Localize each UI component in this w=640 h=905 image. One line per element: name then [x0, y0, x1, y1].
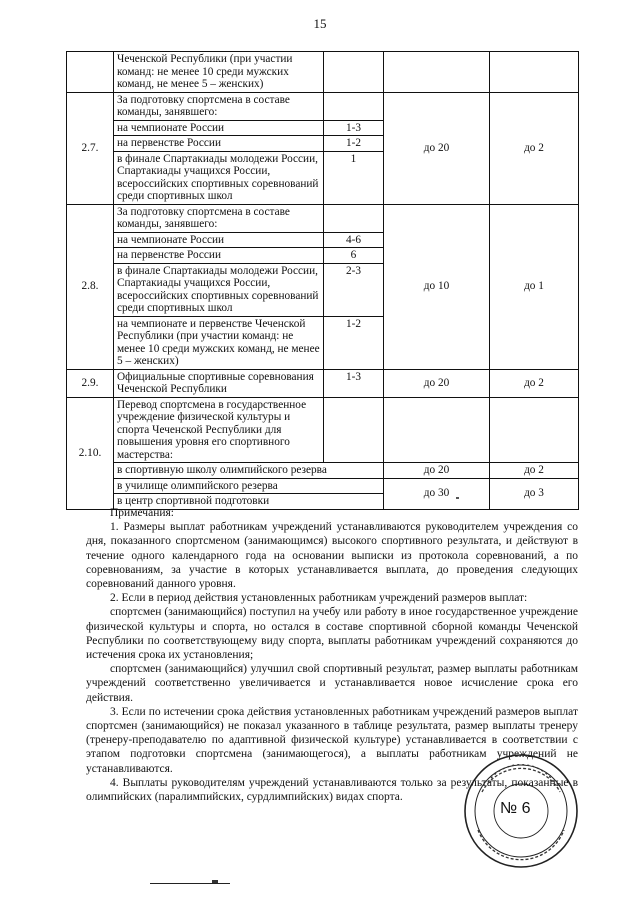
achievement-cell: Официальные спортивные соревнования Чеченской Республики: [114, 369, 324, 397]
percent-cell: до 10: [384, 204, 490, 369]
stamp-number: № 6: [500, 800, 531, 817]
achievement-cell: За подготовку спортсмена в составе команды, занявшего:: [114, 92, 324, 120]
notes-title: Примечания:: [110, 507, 174, 519]
note-2a: спортсмен (занимающийся) поступил на учебу или работу в иное государственное учреждение физической культуры и спорта, но остался в составе спортивной сборной команды Чеченской Республики по соответствующему виду спорта, выплаты работникам учреждений сохраняются до истечения срока их установления;: [86, 606, 578, 662]
note-2: 2. Если в период действия установленных работникам учреждений размеров выплат:: [110, 592, 528, 605]
achievement-cell: в финале Спартакиады молодежи России, Спартакиады учащихся России, всероссийских спортивных соревнований среди спортивных школ: [114, 263, 324, 316]
note-4: 4. Выплаты руководителям учреждений устанавливаются только за результаты, показанные в олимпийских (паралимпийских, сурдлимпийских) видах спорта.: [86, 776, 578, 804]
signature-line: [150, 883, 230, 884]
scan-speck: [456, 497, 459, 499]
note-1: 1. Размеры выплат работникам учреждений устанавливаются руководителем учреждения со дня, показанного спортсменом (занимающимся) высокого спортивного результата, и действуют в течение одного календарного года на основании выписки из протокола соревнований, а по соревнованиям, за участие в которых устанавливается выплата, до проведения следующих соревнований данного уровня.: [86, 521, 578, 591]
achievement-cell: Чеченской Республики (при участии команд: не менее 10 среди мужских команд, не менее 5 – женских): [114, 52, 324, 93]
note-3: 3. Если по истечении срока действия установленных работникам учреждений размеров выплат спортсмен (занимающийся) не показал указанного в таблице результата, размер выплаты тренеру (тренеру-преподавателю по адаптивной физической культуре) устанавливается в соответствии с этапом подготовки спортсмена (занимающегося), а выплаты работникам учреждений не устанавливаются.: [86, 705, 578, 775]
months-cell: до 2: [490, 463, 579, 479]
place-cell: [324, 52, 384, 93]
place-cell: 6: [324, 248, 384, 264]
place-cell: 1-2: [324, 316, 384, 369]
place-cell: [324, 204, 384, 232]
page-number: 15: [313, 16, 327, 31]
table-row: [67, 478, 579, 494]
achievement-cell: на первенстве России: [114, 248, 324, 264]
signature-mark: [212, 880, 218, 883]
achievement-cell: в финале Спартакиады молодежи России, Спартакиады учащихся России, всероссийских спортивных соревнований среди спортивных школ: [114, 151, 324, 204]
place-cell: 1: [324, 151, 384, 204]
row-number: [67, 52, 114, 93]
months-cell: до 2: [490, 92, 579, 204]
payments-table: [66, 51, 579, 510]
months-cell: до 3: [490, 478, 579, 509]
place-cell: 1-3: [324, 369, 384, 397]
achievement-cell: в спортивную школу олимпийского резерва: [114, 463, 384, 479]
table-row: [67, 397, 579, 463]
achievement-cell: на чемпионате России: [114, 120, 324, 136]
note-2b: спортсмен (занимающийся) улучшил свой спортивный результат, размер выплаты работникам учреждений соответственно увеличивается и устанавливается новое исчисление срока его действия.: [86, 663, 578, 704]
row-number: 2.8.: [67, 204, 114, 369]
place-cell: 1-2: [324, 136, 384, 152]
achievement-cell: на чемпионате и первенстве Чеченской Республики (при участии команд: не менее 10 среди мужских команд, не менее 5 – женских): [114, 316, 324, 369]
percent-cell: [384, 397, 490, 463]
table-row: [67, 92, 579, 120]
table-row: [67, 204, 579, 232]
achievement-cell: в центр спортивной подготовки: [114, 494, 384, 510]
percent-cell: [384, 52, 490, 93]
achievement-cell: в училище олимпийского резерва: [114, 478, 384, 494]
place-cell: 4-6: [324, 232, 384, 248]
months-cell: [490, 397, 579, 463]
achievement-cell: на чемпионате России: [114, 232, 324, 248]
place-cell: 1-3: [324, 120, 384, 136]
percent-cell: до 20: [384, 463, 490, 479]
months-cell: до 1: [490, 204, 579, 369]
achievement-cell: За подготовку спортсмена в составе команды, занявшего:: [114, 204, 324, 232]
months-cell: [490, 52, 579, 93]
place-cell: 2-3: [324, 263, 384, 316]
table-row: [67, 52, 579, 93]
percent-cell: до 30: [384, 478, 490, 509]
row-number: 2.7.: [67, 92, 114, 204]
row-number: 2.10.: [67, 397, 114, 509]
achievement-cell: на первенстве России: [114, 136, 324, 152]
months-cell: до 2: [490, 369, 579, 397]
achievement-cell: Перевод спортсмена в государственное учреждение физической культуры и спорта Чеченской Республики для повышения уровня его спортивного мастерства:: [114, 397, 324, 463]
table-row: [67, 369, 579, 397]
percent-cell: до 20: [384, 92, 490, 204]
place-cell: [324, 92, 384, 120]
row-number: 2.9.: [67, 369, 114, 397]
table-row: [67, 463, 579, 479]
percent-cell: до 20: [384, 369, 490, 397]
place-cell: [324, 397, 384, 463]
